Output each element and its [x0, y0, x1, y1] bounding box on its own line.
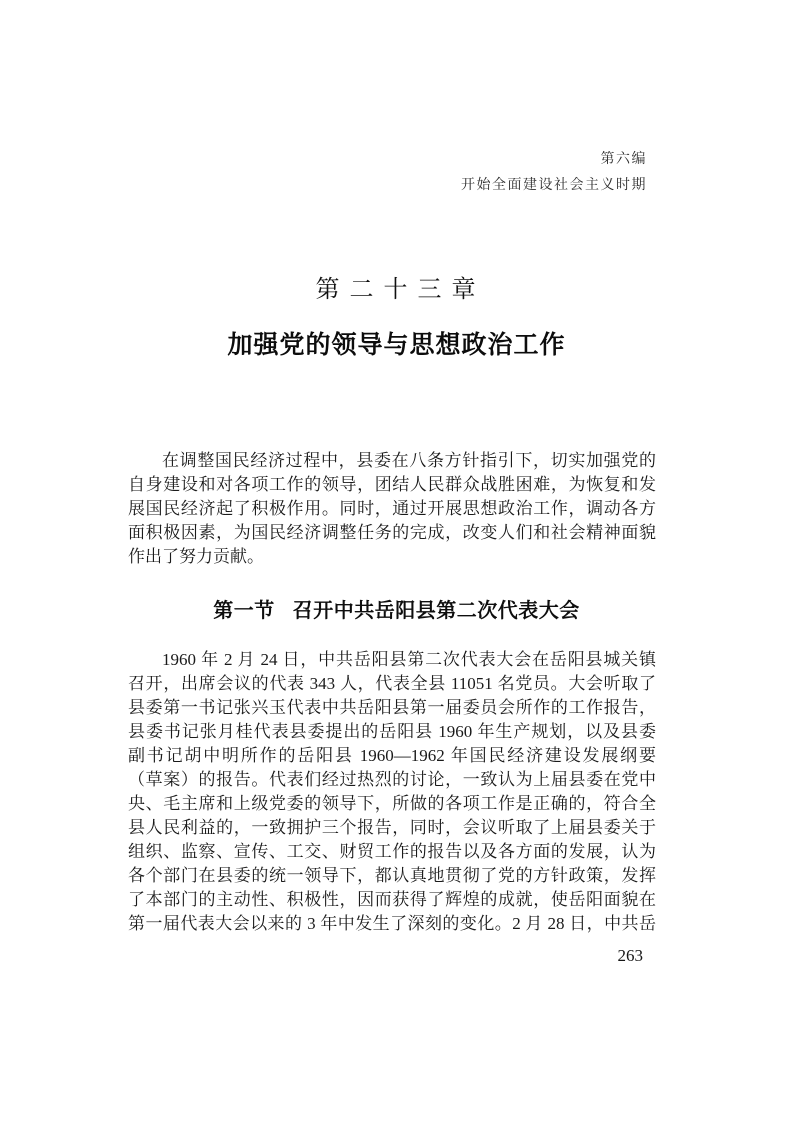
- text-line: 1960 年 2 月 24 日，中共岳阳县第二次代表大会在岳阳县城关镇: [162, 650, 656, 669]
- text-line: 自身建设和对各项工作的领导，团结人民群众战胜困难，为恢复和发: [128, 475, 656, 494]
- text-line: 第一届代表大会以来的 3 年中发生了深刻的变化。2 月 28 日，中共岳: [128, 914, 656, 933]
- text-line: 副书记胡中明所作的岳阳县 1960—1962 年国民经济建设发展纲要: [128, 746, 656, 765]
- running-head: [461, 147, 647, 199]
- text-line: 组织、监察、宣传、工交、财贸工作的报告以及各方面的发展，认为: [128, 842, 656, 861]
- section-label: 第一节: [213, 600, 275, 622]
- text-line: 面积极因素，为国民经济调整任务的完成，改变人们和社会精神面貌: [128, 523, 656, 542]
- text-line: 县委书记张月桂代表县委提出的岳阳县 1960 年生产规划，以及县委: [128, 722, 656, 741]
- text-line: 县委第一书记张兴玉代表中共岳阳县第一届委员会所作的工作报告，: [128, 698, 656, 717]
- section-title: 召开中共岳阳县第二次代表大会: [292, 600, 580, 622]
- text-line: 召开，出席会议的代表 343 人，代表全县 11051 名党员。大会听取了: [128, 674, 656, 693]
- edition-label: 第六编: [600, 152, 647, 167]
- text-line: 作出了努力贡献。: [128, 547, 264, 566]
- chapter-number: 第 二 十 三 章: [315, 277, 478, 303]
- text-line: （草案）的报告。代表们经过热烈的讨论，一致认为上届县委在党中: [128, 770, 656, 789]
- body-paragraph: [128, 648, 656, 936]
- intro-paragraph: [128, 449, 656, 569]
- text-line: 县人民利益的，一致拥护三个报告，同时，会议听取了上届县委关于: [128, 818, 656, 837]
- chapter-title: 加强党的领导与思想政治工作: [227, 332, 566, 359]
- page-number: 263: [617, 946, 643, 965]
- text-line: 各个部门在县委的统一领导下，都认真地贯彻了党的方针政策，发挥: [128, 866, 656, 885]
- text-line: 在调整国民经济过程中，县委在八条方针指引下，切实加强党的: [162, 451, 656, 470]
- text-line: 了本部门的主动性、积极性，因而获得了辉煌的成就，使岳阳面貌在: [128, 890, 656, 909]
- text-line: 央、毛主席和上级党委的领导下，所做的各项工作是正确的，符合全: [128, 794, 656, 813]
- period-label: 开始全面建设社会主义时期: [461, 178, 647, 193]
- text-line: 展国民经济起了积极作用。同时，通过开展思想政治工作，调动各方: [128, 499, 656, 518]
- section-heading: [0, 594, 793, 623]
